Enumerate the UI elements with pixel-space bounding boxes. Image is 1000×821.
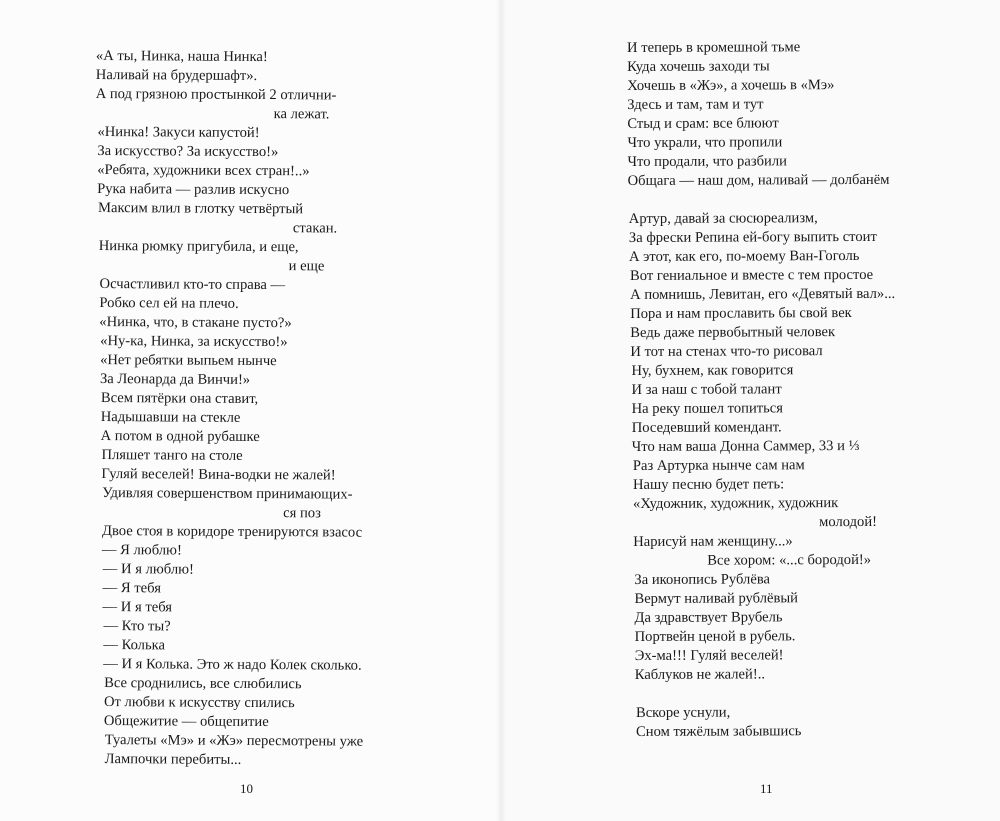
verse-line: За Леонарда да Винчи!» [99,371,251,388]
verse-line: Вот гениальное и вместе с тем простое [629,266,874,284]
verse-line: За искусство? За искусство!» [97,143,279,161]
verse-line: ка лежат. [273,106,330,123]
verse-line: «А ты, Нинка, наша Нинка! [95,47,268,66]
verse-line: Лампочки перебиты... [104,751,242,768]
verse-line: Каблуков не жалей!.. [634,666,766,683]
verse-line: стакан. [292,220,338,237]
verse-line: Вскоре уснули, [635,704,731,721]
verse-line: Да здравствует Врубель [634,609,783,626]
verse-line: Общага — наш дом, наливай — долбанём [627,171,890,189]
verse-line: «Нинка, что, в стакане пусто?» [99,314,292,332]
verse-line: Что нам ваша Донна Саммер, 33 и ⅓ [631,437,860,455]
verse-line: «Художник, художник, художник [632,495,839,512]
verse-line: Пляшет танго на столе [101,447,243,464]
verse-line: ся поз [283,505,321,522]
verse-line: Рука набита — разлив искусно [97,181,290,199]
verse-line: — И я Колька. Это ж надо Колек сколько. [103,656,362,674]
verse-line [628,190,918,210]
verse-line: Двое стоя в коридоре тренируются взасос [101,523,363,541]
verse-line: молодой! [819,513,878,531]
verse-line: Максим влил в глотку четвёртый [97,200,304,218]
verse-line: Робко сел ей на плечо. [99,295,239,312]
verse-line: Наливай на брудершафт». [95,66,258,84]
verse-line: Общежитие — общепитие [103,713,269,731]
verse-line: — Я тебя [102,580,162,597]
verse-line: Вермут наливай рублёвый [634,590,799,607]
verse-line: И за наш с тобой талант [631,381,782,398]
verse-line: За иконопись Рублёва [634,571,771,588]
verse-line: Стыд и срам: все блюют [627,115,779,132]
left-poem [92,47,396,771]
verse-line: А потом в одной рубашке [100,428,260,446]
verse-line: Здесь и там, там и тут [627,96,764,113]
verse-line: Гуляй веселей! Вина-водки не жалей! [101,466,336,484]
verse-line: Эх-ма!!! Гуляй веселей! [634,647,784,664]
verse-line: Нарисуй нам женщину...» [633,533,793,550]
page-number-left: 10 [240,781,253,796]
verse-line: Надышавши на стекле [100,409,241,426]
verse-line: Осчастливил кто-то справа — [99,276,286,294]
verse-line: Портвейн ценой в рубель. [634,628,796,645]
verse-line: А помнишь, Левитан, его «Девятый вал»... [630,285,896,303]
verse-line: А под грязною простынкой 2 отлични- [95,85,337,104]
verse-line: Нашу песню будет петь: [632,476,785,493]
verse-line: Ну, бухнем, как говорится [631,362,794,379]
verse-line: Пора и нам прославить бы свой век [630,305,852,322]
verse-line: — Колька [103,637,166,654]
verse-line: — И я люблю! [102,561,194,578]
verse-line: От любви к искусству спились [103,694,295,712]
verse-line: Хочешь в «Жэ», а хочешь в «Мэ» [627,77,835,94]
verse-line: Что продали, что разбили [627,153,787,170]
verse-line: и еще [288,258,325,275]
verse-line: Все хором: «...с бородой!» [707,551,872,569]
verse-line: Туалеты «Мэ» и «Жэ» пересмотрены уже [104,732,364,750]
verse-line: Всем пятёрки она ставит, [100,390,259,407]
verse-line: «Ребята, художники всех стран!..» [97,162,310,180]
verse-line: Все сроднились, все слюбились [104,675,302,693]
verse-line: «Нинка! Закуси капустой! [97,124,260,142]
verse-line [630,684,920,704]
verse-line: Нинка рюмку пригубила, и еще, [98,238,299,256]
verse-line: «Ну-ка, Нинка, за искусство!» [100,333,288,351]
verse-line: Удивляя совершенством принимающих- [102,485,353,503]
right-poem [627,38,920,742]
right-page [500,0,1000,821]
verse-line: — Я люблю! [101,542,182,559]
verse-line: На реку пошел топиться [631,400,784,417]
verse-line: — Кто ты? [103,618,171,635]
verse-line: Что украли, что пропили [627,134,783,151]
verse-line: А этот, как его, по-моему Ван-Гоголь [628,247,860,265]
book-gutter [496,0,506,821]
verse-line: И тот на стенах что-то рисовал [630,343,823,360]
verse-line: Куда хочешь заходи ты [627,58,770,75]
verse-line: Сном тяжёлым забывшись [635,723,802,740]
verse-line: Артур, давай за сюсюреализм, [628,210,818,227]
verse-line: Раз Артурка нынче сам нам [632,457,805,474]
verse-line: «Нет ребятки выпьем нынче [100,352,277,370]
verse-line: — И я тебя [102,599,173,616]
verse-line: За фрески Репина ей-богу выпить стоит [628,228,877,246]
verse-line: И теперь в кромешной тьме [627,39,801,56]
verse-line: Поседевший комендант. [631,419,782,436]
verse-line: Ведь даже первобытный человек [630,324,836,341]
page-number-right: 11 [760,781,773,796]
